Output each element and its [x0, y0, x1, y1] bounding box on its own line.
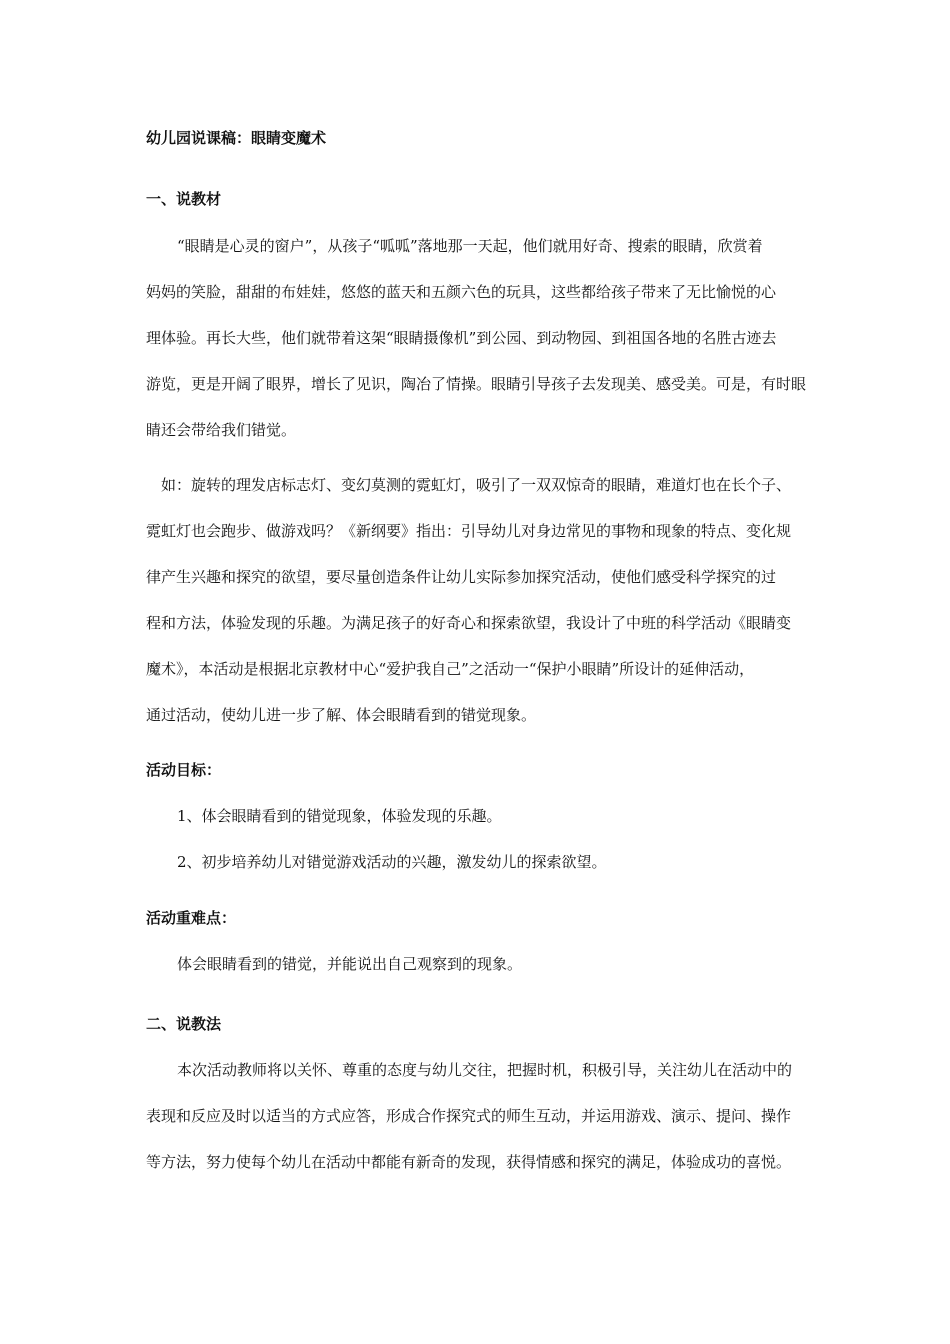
keypoints-text: 体会眼睛看到的错觉，并能说出自己观察到的现象。 [177, 955, 523, 973]
section-heading-teaching-method: 二、说教法 [146, 1015, 222, 1033]
document-title: 幼儿园说课稿：眼睛变魔术 [146, 129, 327, 147]
paragraph-line: 妈妈的笑脸，甜甜的布娃娃，悠悠的蓝天和五颜六色的玩具，这些都给孩子带来了无比愉悦的心 [146, 283, 777, 301]
goal-item: 2、初步培养幼儿对错觉游戏活动的兴趣，激发幼儿的探索欲望。 [177, 853, 607, 871]
paragraph-line: 霓虹灯也会跑步、做游戏吗？《新纲要》指出：引导幼儿对身边常见的事物和现象的特点、变化规 [146, 522, 792, 540]
paragraph-line: 如：旋转的理发店标志灯、变幻莫测的霓虹灯，吸引了一双双惊奇的眼睛，难道灯也在长个子、 [161, 476, 792, 494]
paragraph-line: 本次活动教师将以关怀、尊重的态度与幼儿交往，把握时机，积极引导，关注幼儿在活动中的 [177, 1061, 793, 1079]
paragraph-line: 睛还会带给我们错觉。 [146, 421, 297, 439]
section-heading-textbook: 一、说教材 [146, 190, 222, 208]
paragraph-line: 游览，更是开阔了眼界，增长了见识，陶冶了情操。眼睛引导孩子去发现美、感受美。可是，有时眼 [146, 375, 807, 393]
paragraph-line: 理体验。再长大些，他们就带着这架“眼睛摄像机”到公园、到动物园、到祖国各地的名胜古迹去 [146, 329, 777, 347]
paragraph-line: 律产生兴趣和探究的欲望，要尽量创造条件让幼儿实际参加探究活动，使他们感受科学探究的过 [146, 568, 777, 586]
paragraph-line: 通过活动，使幼儿进一步了解、体会眼睛看到的错觉现象。 [146, 706, 537, 724]
paragraph-line: 等方法，努力使每个幼儿在活动中都能有新奇的发现，获得情感和探究的满足，体验成功的喜悦。 [146, 1153, 792, 1171]
goal-item: 1、体会眼睛看到的错觉现象，体验发现的乐趣。 [177, 807, 502, 825]
paragraph-line: “眼睛是心灵的窗户”，从孩子“呱呱”落地那一天起，他们就用好奇、搜索的眼睛，欣赏着 [177, 237, 763, 255]
paragraph-line: 程和方法，体验发现的乐趣。为满足孩子的好奇心和探索欲望，我设计了中班的科学活动《眼睛变 [146, 614, 792, 632]
paragraph-line: 魔术》，本活动是根据北京教材中心“爱护我自己”之活动一“保护小眼睛”所设计的延伸活动， [146, 660, 755, 678]
section-heading-keypoints: 活动重难点： [146, 909, 237, 927]
paragraph-line: 表现和反应及时以适当的方式应答，形成合作探究式的师生互动，并运用游戏、演示、提问、操作 [146, 1107, 792, 1125]
section-heading-goals: 活动目标： [146, 761, 222, 779]
